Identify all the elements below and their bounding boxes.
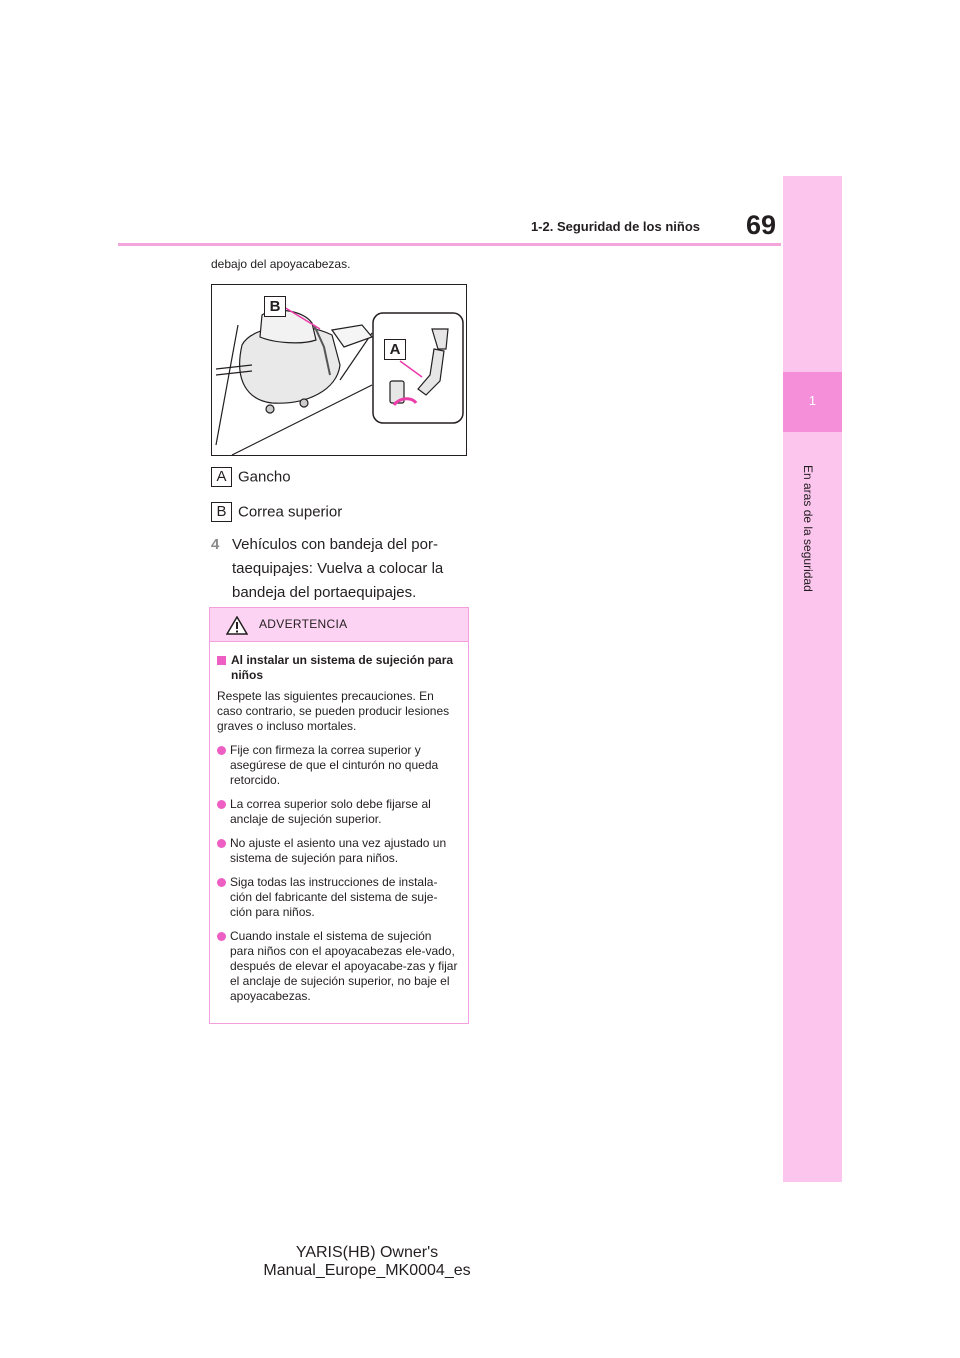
step-4 <box>211 533 471 605</box>
warning-bullet-text: La correa superior solo debe fijarse al anclaje de sujeción superior. <box>230 797 431 826</box>
page-number: 69 <box>745 210 776 240</box>
step-number: 4 <box>211 536 220 553</box>
warning-bullet-text: Siga todas las instrucciones de instala-ción del fabricante del sistema de suje-ción para niños. <box>230 875 438 919</box>
round-bullet-icon <box>217 932 226 941</box>
warning-bullet-text: No ajuste el asiento una vez ajustado un sistema de sujeción para niños. <box>230 836 447 865</box>
warning-triangle-icon <box>226 616 248 635</box>
step-text: Vehículos con bandeja del por-taequipajes: Vuelva a colocar la bandeja del portaequipajes. <box>232 536 444 601</box>
warning-header <box>210 608 468 642</box>
warning-bullet <box>217 743 458 788</box>
callout-label-b: B <box>264 296 286 317</box>
warning-intro: Respete las siguientes precauciones. En caso contrario, se pueden producir lesiones graves o incluso mortales. <box>217 689 450 733</box>
section-title: 1-2. Seguridad de los niños <box>530 219 700 234</box>
vehicle-headrest <box>332 325 372 347</box>
warning-bullet <box>217 929 458 1004</box>
legend-text: Gancho <box>238 468 291 486</box>
legend-key: B <box>211 502 232 522</box>
warning-bullet <box>217 836 458 866</box>
chapter-side-tab <box>783 176 842 1182</box>
warning-body <box>210 642 468 1004</box>
intro-text: debajo del apoyacabezas. <box>211 257 351 271</box>
round-bullet-icon <box>217 800 226 809</box>
legend-item-gancho <box>211 467 291 487</box>
square-bullet-icon <box>217 656 226 665</box>
detail-inset <box>373 313 463 423</box>
legend-text: Correa superior <box>238 503 343 521</box>
seat-foot <box>266 405 274 413</box>
header-rule <box>118 243 781 246</box>
seat-frame-line <box>216 325 238 445</box>
seat-foot <box>300 399 308 407</box>
warning-bullet <box>217 797 458 827</box>
footer-manual-id: YARIS(HB) Owner's Manual_Europe_MK0004_es <box>263 1244 471 1279</box>
chapter-number: 1 <box>808 393 817 408</box>
warning-heading <box>217 653 458 683</box>
round-bullet-icon <box>217 839 226 848</box>
warning-box <box>209 607 469 1024</box>
warning-heading-text: Al instalar un sistema de sujeción para niños <box>231 653 454 682</box>
chapter-title: En aras de la seguridad <box>801 465 815 592</box>
child-seat-drawing <box>212 285 467 456</box>
warning-title: ADVERTENCIA <box>259 617 348 631</box>
warning-bullet-text: Cuando instale el sistema de sujeción para niños con el apoyacabezas ele-vado, después de elevar el apoyacabe-zas y fijar el anclaje de sujeción superior, no baje el apoyacabezas. <box>230 929 458 1003</box>
legend-item-correa <box>211 502 342 522</box>
warning-bullet <box>217 875 458 920</box>
child-seat-illustration <box>211 284 467 456</box>
round-bullet-icon <box>217 746 226 755</box>
round-bullet-icon <box>217 878 226 887</box>
callout-label-a: A <box>384 339 406 360</box>
warning-bullet-text: Fije con firmeza la correa superior y asegúrese de que el cinturón no queda retorcido. <box>230 743 439 787</box>
legend-key: A <box>211 467 232 487</box>
